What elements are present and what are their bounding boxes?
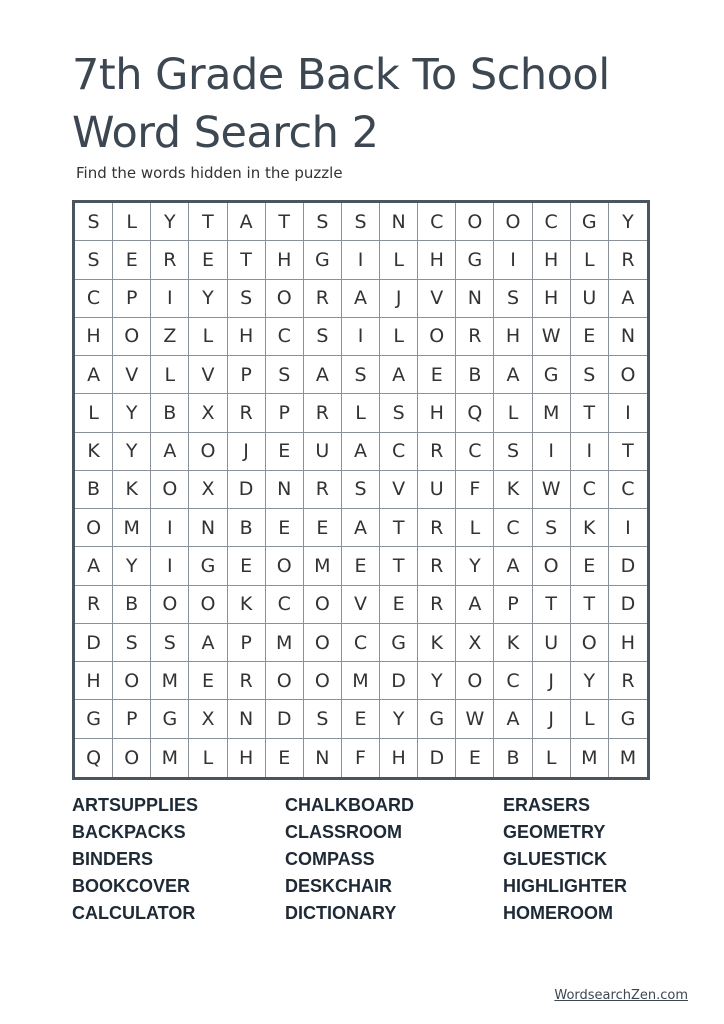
grid-cell: U: [571, 280, 609, 318]
grid-cell: Y: [113, 433, 151, 471]
grid-cell: C: [494, 509, 532, 547]
grid-cell: B: [494, 739, 532, 777]
grid-cell: J: [533, 700, 571, 738]
grid-cell: L: [494, 394, 532, 432]
grid-cell: O: [266, 662, 304, 700]
grid-cell: Y: [609, 203, 647, 241]
grid-cell: T: [533, 586, 571, 624]
grid-cell: C: [533, 203, 571, 241]
grid-cell: D: [609, 586, 647, 624]
grid-cell: T: [571, 394, 609, 432]
grid-cell: T: [609, 433, 647, 471]
grid-cell: L: [380, 241, 418, 279]
grid-cell: K: [494, 624, 532, 662]
grid-cell: F: [342, 739, 380, 777]
grid-cell: P: [494, 586, 532, 624]
grid-cell: C: [456, 433, 494, 471]
grid-cell: L: [571, 700, 609, 738]
grid-cell: C: [494, 662, 532, 700]
grid-cell: Y: [571, 662, 609, 700]
grid-cell: L: [380, 318, 418, 356]
grid-cell: T: [266, 203, 304, 241]
grid-cell: H: [266, 241, 304, 279]
grid-cell: S: [342, 203, 380, 241]
grid-cell: E: [228, 547, 266, 585]
grid-cell: K: [113, 471, 151, 509]
grid-cell: Y: [456, 547, 494, 585]
grid-cell: A: [189, 624, 227, 662]
grid-cell: O: [571, 624, 609, 662]
word-list-item: BINDERS: [72, 849, 154, 869]
grid-cell: R: [228, 394, 266, 432]
grid-cell: H: [75, 662, 113, 700]
grid-cell: R: [609, 662, 647, 700]
grid-cell: Y: [151, 203, 189, 241]
grid-cell: D: [418, 739, 456, 777]
grid-cell: A: [151, 433, 189, 471]
grid-cell: R: [304, 471, 342, 509]
grid-cell: S: [304, 700, 342, 738]
grid-cell: S: [75, 241, 113, 279]
grid-cell: N: [228, 700, 266, 738]
grid-cell: E: [342, 700, 380, 738]
grid-cell: O: [418, 318, 456, 356]
grid-cell: U: [418, 471, 456, 509]
grid-cell: T: [189, 203, 227, 241]
grid-cell: S: [380, 394, 418, 432]
word-list: [72, 795, 672, 923]
grid-cell: E: [418, 356, 456, 394]
grid-cell: M: [619, 746, 637, 769]
grid-cell: C: [609, 471, 647, 509]
grid-cell: G: [571, 203, 609, 241]
grid-cell: I: [151, 509, 189, 547]
grid-cell: S: [151, 624, 189, 662]
word-list-item: CLASSROOM: [285, 822, 402, 842]
grid-cell: M: [113, 509, 151, 547]
grid-cell: H: [228, 318, 266, 356]
grid-cell: I: [342, 318, 380, 356]
word-list-item: COMPASS: [285, 849, 375, 869]
word-list-item: GLUESTICK: [503, 849, 608, 869]
grid-cell: X: [189, 700, 227, 738]
grid-cell: G: [418, 700, 456, 738]
grid-cell: I: [571, 433, 609, 471]
grid-cell: O: [266, 547, 304, 585]
grid-cell: L: [189, 318, 227, 356]
grid-cell: G: [456, 241, 494, 279]
grid-cell: C: [266, 318, 304, 356]
grid-cell: A: [494, 547, 532, 585]
grid-cell: D: [609, 547, 647, 585]
grid-cell: O: [494, 203, 532, 241]
grid-cell: D: [266, 700, 304, 738]
grid-cell: B: [456, 356, 494, 394]
grid-cell: L: [151, 356, 189, 394]
grid-cell: E: [304, 509, 342, 547]
grid-cell: U: [533, 624, 571, 662]
grid-cell: R: [304, 394, 342, 432]
grid-cell: Z: [151, 318, 189, 356]
grid-cell: W: [456, 700, 494, 738]
word-list-item: DICTIONARY: [285, 903, 397, 923]
grid-cell: C: [418, 203, 456, 241]
grid-cell: W: [533, 318, 571, 356]
grid-cell: Y: [189, 280, 227, 318]
grid-cell: A: [304, 356, 342, 394]
grid-cell: A: [75, 547, 113, 585]
grid-cell: O: [533, 547, 571, 585]
grid-cell: S: [571, 356, 609, 394]
grid-cell: G: [189, 547, 227, 585]
grid-cell: H: [609, 624, 647, 662]
grid-cell: H: [418, 394, 456, 432]
grid-cell: J: [380, 280, 418, 318]
grid-cell: P: [228, 356, 266, 394]
word-list-item: BOOKCOVER: [72, 876, 191, 896]
grid-cell: O: [189, 586, 227, 624]
grid-cell: K: [571, 509, 609, 547]
grid-cell: A: [380, 356, 418, 394]
grid-cell: E: [571, 318, 609, 356]
grid-cell: H: [75, 318, 113, 356]
grid-cell: H: [533, 280, 571, 318]
grid-cell: A: [342, 433, 380, 471]
grid-cell: M: [266, 624, 304, 662]
grid-cell: E: [571, 547, 609, 585]
grid-cell: T: [380, 547, 418, 585]
grid-cell: G: [304, 241, 342, 279]
grid-cell: M: [571, 739, 609, 777]
grid-cell: S: [266, 356, 304, 394]
grid-cell: N: [189, 509, 227, 547]
grid-cell: Q: [75, 739, 113, 777]
word-list-item: ERASERS: [503, 795, 591, 815]
word-search-grid: [72, 200, 650, 780]
grid-cell: M: [151, 662, 189, 700]
grid-cell: O: [189, 433, 227, 471]
grid-cell: J: [533, 662, 571, 700]
grid-cell: S: [342, 356, 380, 394]
footer-link[interactable]: WordsearchZen.com: [554, 988, 688, 1003]
grid-cell: I: [533, 433, 571, 471]
grid-cell: O: [113, 318, 151, 356]
grid-cell: N: [304, 739, 342, 777]
grid-cell: V: [189, 356, 227, 394]
grid-cell: H: [380, 739, 418, 777]
grid-cell: S: [494, 433, 532, 471]
grid-cell: S: [304, 203, 342, 241]
grid-cell: U: [304, 433, 342, 471]
grid-cell: R: [304, 280, 342, 318]
grid-cell: O: [151, 586, 189, 624]
grid-cell: G: [533, 356, 571, 394]
grid-cell: G: [380, 624, 418, 662]
subtitle: Find the words hidden in the puzzle: [76, 164, 343, 182]
word-list-item: BACKPACKS: [72, 822, 186, 842]
grid-cell: E: [266, 509, 304, 547]
grid-cell: L: [533, 739, 571, 777]
grid-cell: L: [571, 241, 609, 279]
grid-cell: R: [228, 662, 266, 700]
grid-cell: M: [151, 739, 189, 777]
grid-cell: L: [75, 394, 113, 432]
grid-cell: N: [266, 471, 304, 509]
grid-cell: I: [151, 280, 189, 318]
word-list-item: CALCULATOR: [72, 903, 196, 923]
grid-cell: Q: [456, 394, 494, 432]
grid-cell: I: [342, 241, 380, 279]
grid-cell: O: [304, 586, 342, 624]
grid-cell: P: [113, 700, 151, 738]
grid-cell: V: [113, 356, 151, 394]
word-list-item: CHALKBOARD: [285, 795, 414, 815]
word-list-item: HOMEROOM: [503, 903, 613, 923]
grid-cell: C: [75, 280, 113, 318]
grid-cell: E: [380, 586, 418, 624]
grid-cell: R: [418, 586, 456, 624]
grid-cell: V: [342, 586, 380, 624]
grid-cell: A: [228, 203, 266, 241]
grid-cell: A: [456, 586, 494, 624]
grid-cell: K: [75, 433, 113, 471]
grid-cell: O: [304, 662, 342, 700]
grid-cell: L: [113, 203, 151, 241]
grid-cell: I: [151, 547, 189, 585]
grid-cell: C: [380, 433, 418, 471]
grid-cell: T: [571, 586, 609, 624]
grid-cell: T: [380, 509, 418, 547]
grid-cell: V: [418, 280, 456, 318]
grid-cell: Y: [113, 394, 151, 432]
grid-cell: N: [380, 203, 418, 241]
grid-cell: X: [189, 471, 227, 509]
grid-cell: S: [228, 280, 266, 318]
word-list-item: ARTSUPPLIES: [72, 795, 199, 815]
grid-cell: M: [304, 547, 342, 585]
grid-cell: J: [228, 433, 266, 471]
grid-cell: I: [609, 394, 647, 432]
grid-cell: F: [456, 471, 494, 509]
grid-cell: S: [75, 203, 113, 241]
grid-cell: L: [456, 509, 494, 547]
grid-cell: Y: [418, 662, 456, 700]
grid-cell: B: [228, 509, 266, 547]
grid-cell: S: [494, 280, 532, 318]
grid-cell: H: [228, 739, 266, 777]
grid-cell: R: [456, 318, 494, 356]
grid-cell: G: [75, 700, 113, 738]
grid-cell: G: [609, 700, 647, 738]
grid-cell: K: [494, 471, 532, 509]
grid-cell: V: [380, 471, 418, 509]
grid-cell: O: [609, 356, 647, 394]
page-title: 7th Grade Back To School Word Search 2: [72, 50, 610, 158]
grid-cell: P: [266, 394, 304, 432]
grid-cell: E: [266, 739, 304, 777]
grid-cell: A: [494, 700, 532, 738]
grid-cell: S: [113, 624, 151, 662]
grid-cell: I: [494, 241, 532, 279]
grid-cell: O: [456, 662, 494, 700]
grid-cell: C: [266, 586, 304, 624]
word-list-item: DESKCHAIR: [285, 876, 393, 896]
grid-cell: D: [228, 471, 266, 509]
grid-cell: X: [189, 394, 227, 432]
grid-cell: O: [304, 624, 342, 662]
grid-cell: R: [75, 586, 113, 624]
grid-cell: O: [113, 662, 151, 700]
grid-cell: R: [151, 241, 189, 279]
grid-cell: A: [342, 509, 380, 547]
grid-cell: X: [456, 624, 494, 662]
grid-cell: H: [418, 241, 456, 279]
word-list-item: GEOMETRY: [503, 822, 606, 842]
grid-cell: S: [304, 318, 342, 356]
grid-cell: M: [533, 394, 571, 432]
grid-cell: H: [533, 241, 571, 279]
grid-cell: D: [75, 624, 113, 662]
grid-cell: R: [609, 241, 647, 279]
grid-cell: S: [342, 471, 380, 509]
grid-cell: O: [151, 471, 189, 509]
grid-cell: K: [418, 624, 456, 662]
grid-cell: O: [75, 509, 113, 547]
grid-cell: K: [228, 586, 266, 624]
grid-cell: O: [266, 280, 304, 318]
grid-cell: E: [342, 547, 380, 585]
grid-cell: P: [113, 280, 151, 318]
grid-cell: B: [113, 586, 151, 624]
grid-cell: G: [151, 700, 189, 738]
grid-cell: O: [113, 739, 151, 777]
grid-cell: R: [418, 433, 456, 471]
grid-cell: C: [342, 624, 380, 662]
grid-cell: L: [189, 739, 227, 777]
grid-cell: E: [266, 433, 304, 471]
grid-cell: N: [609, 318, 647, 356]
grid-cell: D: [380, 662, 418, 700]
grid-cell: B: [151, 394, 189, 432]
grid-cell: B: [75, 471, 113, 509]
grid-cell: A: [342, 280, 380, 318]
grid-cell: R: [418, 509, 456, 547]
grid-cell: E: [456, 739, 494, 777]
word-list-item: HIGHLIGHTER: [503, 876, 627, 896]
grid-cell: Y: [380, 700, 418, 738]
grid-cell: E: [189, 241, 227, 279]
grid-cell: C: [571, 471, 609, 509]
grid-cell: T: [228, 241, 266, 279]
grid-cell: A: [494, 356, 532, 394]
grid-cell: L: [342, 394, 380, 432]
grid-cell: M: [342, 662, 380, 700]
grid-cell: P: [228, 624, 266, 662]
grid-cell: H: [494, 318, 532, 356]
grid-cell: E: [189, 662, 227, 700]
grid-cell: A: [609, 280, 647, 318]
grid-cell: I: [609, 509, 647, 547]
grid-cell: E: [113, 241, 151, 279]
grid-cell: O: [456, 203, 494, 241]
grid-cell: S: [533, 509, 571, 547]
grid-cell: W: [533, 471, 571, 509]
grid-cell: A: [75, 356, 113, 394]
grid-cell: N: [456, 280, 494, 318]
grid-cell: Y: [113, 547, 151, 585]
grid-cell: R: [418, 547, 456, 585]
